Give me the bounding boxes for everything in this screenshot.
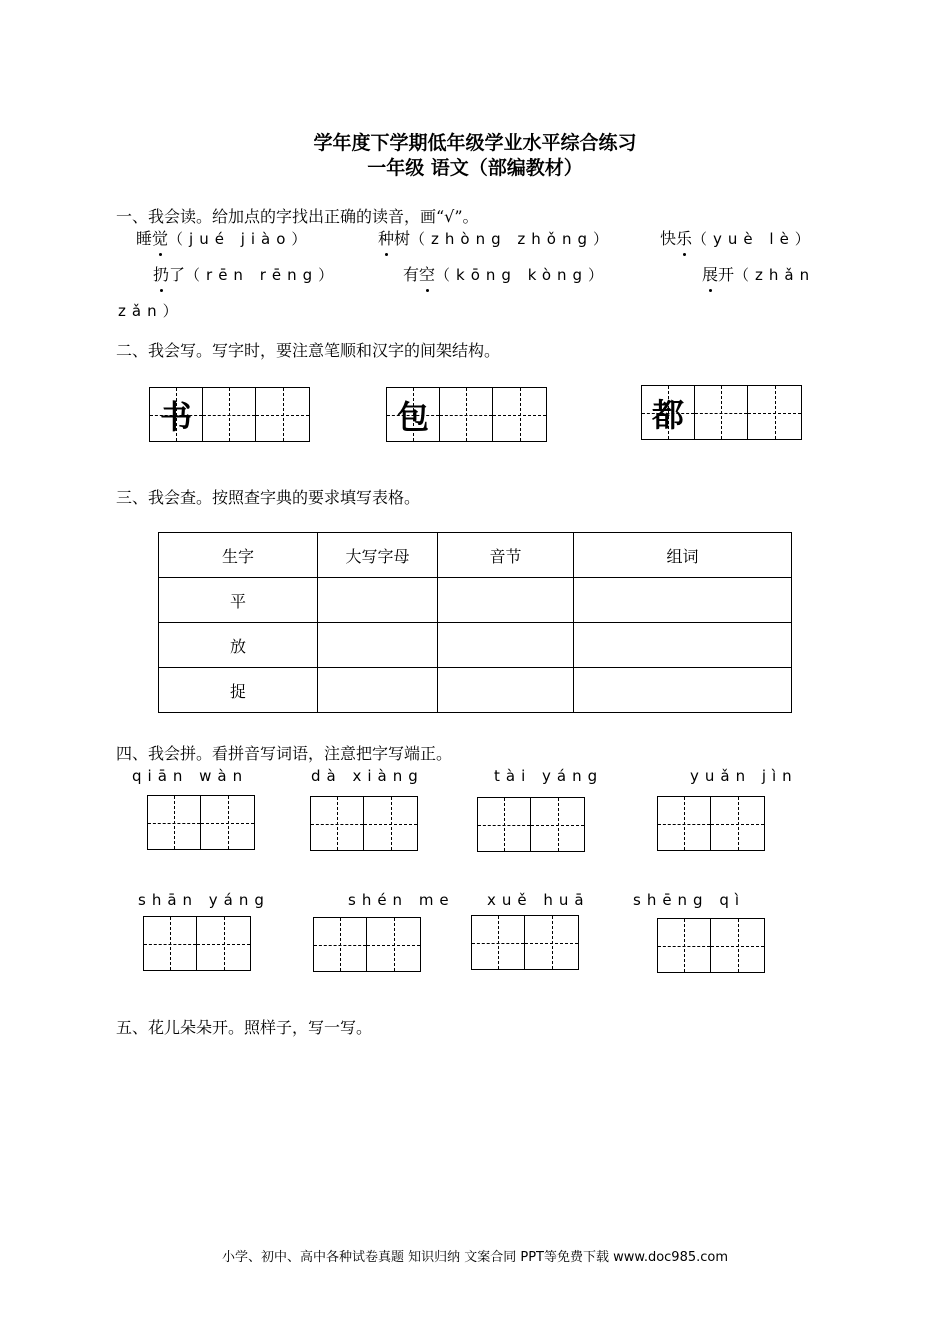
- grid-cell[interactable]: [311, 797, 364, 850]
- reading-item-continued: zǎn）: [118, 302, 184, 320]
- section5-heading: 五、花儿朵朵开。照样子，写一写。: [116, 1018, 373, 1037]
- grid-cell[interactable]: [148, 796, 201, 849]
- grid-cell[interactable]: [314, 918, 367, 971]
- writing-grid-shu[interactable]: [149, 387, 310, 442]
- table-cell-blank[interactable]: [438, 578, 574, 623]
- model-character: 书: [159, 397, 192, 436]
- table-cell-blank[interactable]: [318, 623, 438, 668]
- table-header-cell: 组词: [574, 533, 792, 578]
- grid-cell[interactable]: [256, 388, 309, 441]
- footer-text: 小学、初中、高中各种试卷真题 知识归纳 文案合同 PPT等免费下载 www.doc985.com: [221, 1250, 729, 1265]
- grid-cell[interactable]: [364, 797, 417, 850]
- table-header-cell: 大写字母: [318, 533, 438, 578]
- pinyin-word: xuě huā: [487, 891, 590, 909]
- grid-cell[interactable]: [658, 797, 711, 850]
- table-header-cell: 生字: [159, 533, 318, 578]
- writing-grid[interactable]: [657, 796, 765, 851]
- writing-grid-du[interactable]: [641, 385, 802, 440]
- writing-grid[interactable]: [477, 797, 585, 852]
- writing-grid[interactable]: [310, 796, 418, 851]
- table-cell-blank[interactable]: [574, 623, 792, 668]
- reading-item: 扔了（rēn rēng）: [153, 262, 339, 285]
- grid-cell[interactable]: [472, 916, 525, 969]
- grid-cell[interactable]: [525, 916, 578, 969]
- model-character: 都: [651, 395, 684, 434]
- reading-item: 睡觉（jué jiào）: [136, 226, 312, 249]
- grid-cell[interactable]: [144, 917, 197, 970]
- table-cell: 捉: [159, 668, 318, 713]
- grid-cell[interactable]: [642, 386, 695, 439]
- table-header-cell: 音节: [438, 533, 574, 578]
- grid-cell[interactable]: [203, 388, 256, 441]
- grid-cell[interactable]: [531, 798, 584, 851]
- reading-item: 快乐（yuè lè）: [660, 226, 816, 249]
- table-cell-blank[interactable]: [574, 668, 792, 713]
- grid-cell[interactable]: [748, 386, 801, 439]
- table-row: [159, 623, 792, 668]
- writing-grid-bao[interactable]: [386, 387, 547, 442]
- pinyin-word: shān yáng: [138, 891, 270, 909]
- pinyin-word: dà xiàng: [311, 767, 424, 785]
- pinyin-word: tài yáng: [494, 767, 604, 785]
- grid-cell[interactable]: [658, 919, 711, 972]
- pinyin-word: qiān wàn: [132, 767, 249, 785]
- pinyin-word: shēng qì: [633, 891, 746, 909]
- reading-item: 展开（zhǎn: [702, 262, 815, 285]
- writing-grid[interactable]: [471, 915, 579, 970]
- grid-cell[interactable]: [387, 388, 440, 441]
- writing-grid[interactable]: [147, 795, 255, 850]
- page-subtitle: 一年级 语文（部编教材）: [367, 157, 583, 179]
- reading-item: 有空（kōng kòng）: [403, 262, 609, 285]
- dictionary-table: [158, 532, 792, 713]
- table-cell: 平: [159, 578, 318, 623]
- writing-grid[interactable]: [143, 916, 251, 971]
- reading-item: 种树（zhòng zhǒng）: [378, 226, 614, 249]
- section4-heading: 四、我会拼。看拼音写词语，注意把字写端正。: [116, 744, 453, 763]
- grid-cell[interactable]: [201, 796, 254, 849]
- writing-grid[interactable]: [313, 917, 421, 972]
- table-cell-blank[interactable]: [574, 578, 792, 623]
- section3-heading: 三、我会查。按照查字典的要求填写表格。: [116, 488, 421, 507]
- writing-grid[interactable]: [657, 918, 765, 973]
- grid-cell[interactable]: [711, 919, 764, 972]
- page-title: 学年度下学期低年级学业水平综合练习: [313, 132, 637, 154]
- table-cell-blank[interactable]: [438, 668, 574, 713]
- pinyin-word: yuǎn jìn: [690, 767, 798, 785]
- table-cell: 放: [159, 623, 318, 668]
- grid-cell[interactable]: [150, 388, 203, 441]
- model-character: 包: [396, 397, 429, 436]
- pinyin-word: shén me: [348, 891, 455, 909]
- grid-cell[interactable]: [695, 386, 748, 439]
- grid-cell[interactable]: [493, 388, 546, 441]
- grid-cell[interactable]: [478, 798, 531, 851]
- table-row: [159, 578, 792, 623]
- table-cell-blank[interactable]: [318, 578, 438, 623]
- table-header-row: [159, 533, 792, 578]
- table-row: [159, 668, 792, 713]
- grid-cell[interactable]: [440, 388, 493, 441]
- section2-heading: 二、我会写。写字时，要注意笔顺和汉字的间架结构。: [116, 341, 501, 360]
- section1-heading: 一、我会读。给加点的字找出正确的读音，画“√”。: [116, 207, 479, 226]
- table-cell-blank[interactable]: [438, 623, 574, 668]
- grid-cell[interactable]: [197, 917, 250, 970]
- grid-cell[interactable]: [711, 797, 764, 850]
- table-cell-blank[interactable]: [318, 668, 438, 713]
- grid-cell[interactable]: [367, 918, 420, 971]
